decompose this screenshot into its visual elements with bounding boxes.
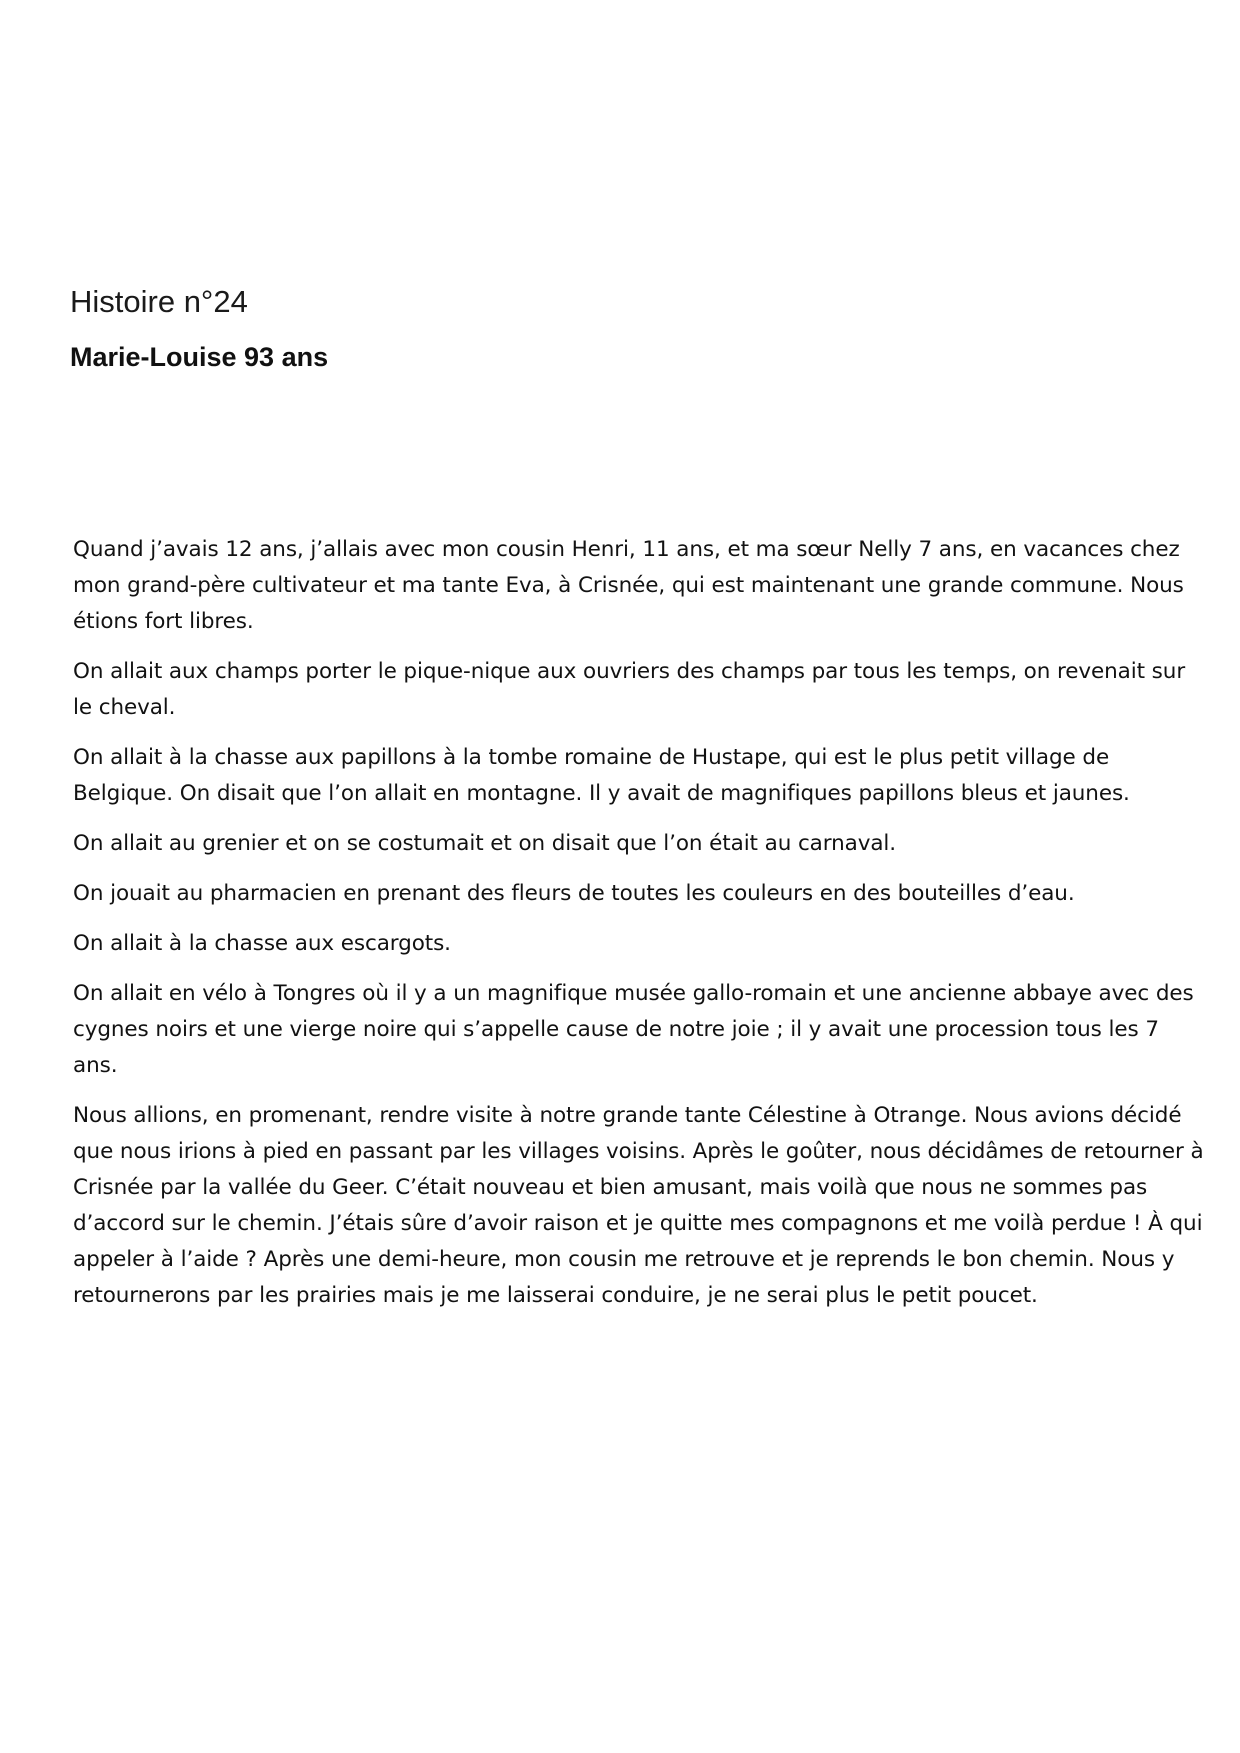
- story-paragraph: On jouait au pharmacien en prenant des fleurs de toutes les couleurs en des bouteilles d’eau.: [73, 881, 1075, 906]
- story-paragraph: On allait à la chasse aux papillons à la tombe romaine de Hustape, qui est le plus petit village de Belgique. On disait que l’on allait en montagne. Il y avait de magnifiques papillons bleus et jaunes.: [73, 745, 1130, 806]
- story-paragraph: On allait aux champs porter le pique-nique aux ouvriers des champs par tous les temps, on revenait sur le cheval.: [73, 659, 1186, 720]
- story-body: [73, 532, 1208, 1328]
- author-name-age: Marie-Louise 93 ans: [70, 342, 329, 372]
- story-number-title: Histoire n°24: [70, 284, 248, 319]
- story-paragraph: Quand j’avais 12 ans, j’allais avec mon cousin Henri, 11 ans, et ma sœur Nelly 7 ans, en vacances chez mon grand-père cultivateur et ma tante Eva, à Crisnée, qui est maintenant une grande commune. Nous étions fort libres.: [73, 537, 1184, 634]
- story-paragraph: On allait à la chasse aux escargots.: [73, 931, 451, 956]
- story-paragraph: On allait au grenier et on se costumait et on disait que l’on était au carnaval.: [73, 831, 897, 856]
- story-paragraph: Nous allions, en promenant, rendre visite à notre grande tante Célestine à Otrange. Nous avions décidé que nous irions à pied en passant par les villages voisins. Après le goûter, nous décidâmes de retourner à Crisnée par la vallée du Geer. C’était nouveau et bien amusant, mais voilà que nous ne sommes pas d’accord sur le chemin. J’étais sûre d’avoir raison et je quitte mes compagnons et me voilà perdue ! À qui appeler à l’aide ? Après une demi-heure, mon cousin me retrouve et je reprends le bon chemin. Nous y retournerons par les prairies mais je me laisserai conduire, je ne serai plus le petit poucet.: [73, 1103, 1204, 1308]
- document-header: [70, 282, 1170, 374]
- story-paragraph: On allait en vélo à Tongres où il y a un magnifique musée gallo-romain et une ancienne abbaye avec des cygnes noirs et une vierge noire qui s’appelle cause de notre joie ; il y avait une procession tous les 7 ans.: [73, 981, 1194, 1078]
